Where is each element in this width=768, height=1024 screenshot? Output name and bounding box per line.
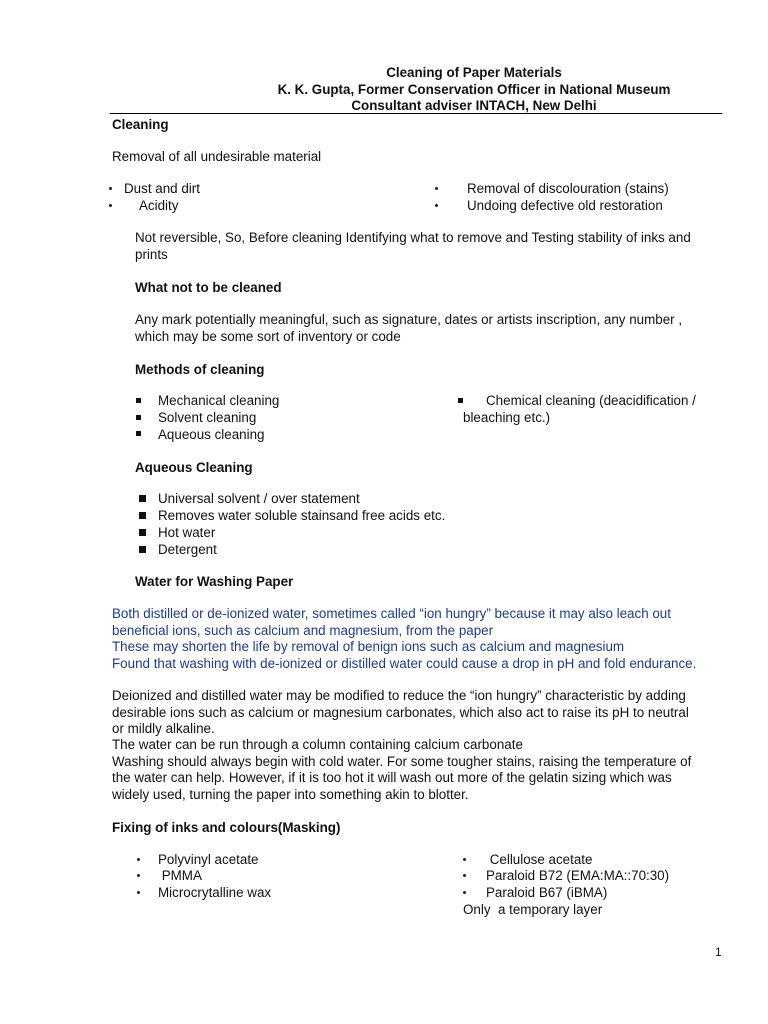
water-text-line: or mildly alkaline.	[112, 721, 215, 736]
not-cleaned-heading: What not to be cleaned	[135, 280, 282, 295]
water-blue-line: Found that washing with de-ionized or distilled water could cause a drop in pH and fold endurance.	[112, 656, 697, 671]
bullet-square	[136, 398, 141, 403]
not-cleaned-text: Any mark potentially meaningful, such as signature, dates or artists inscription, any number ,	[135, 312, 683, 327]
bullet-square	[139, 495, 146, 502]
bullet-square	[139, 546, 146, 553]
water-heading: Water for Washing Paper	[135, 574, 294, 589]
page-number: 1	[715, 945, 722, 959]
list-item: Chemical cleaning (deacidification /	[486, 393, 696, 408]
water-text-line: Washing should always begin with cold water. For some tougher stains, raising the temperature of	[112, 754, 692, 769]
bullet-square	[458, 398, 463, 403]
list-item: bleaching etc.)	[463, 410, 551, 425]
aqueous-heading: Aqueous Cleaning	[135, 460, 253, 475]
list-item: Detergent	[158, 542, 217, 557]
bullet-dot	[109, 187, 112, 190]
bullet-dot	[109, 204, 112, 207]
list-item: Aqueous cleaning	[158, 427, 265, 442]
bullet-dot	[463, 891, 466, 894]
list-item: Removal of discolouration (stains)	[467, 181, 669, 196]
document-title: Cleaning of Paper Materials	[386, 65, 562, 80]
bullet-square	[136, 431, 141, 436]
list-item: Paraloid B67 (iBMA)	[486, 885, 608, 900]
list-item: Polyvinyl acetate	[158, 852, 259, 867]
list-item: Microcrytalline wax	[158, 885, 272, 900]
bullet-square	[139, 512, 146, 519]
water-text-line: The water can be run through a column containing calcium carbonate	[112, 737, 523, 752]
list-item: Universal solvent / over statement	[158, 491, 360, 506]
list-item: Mechanical cleaning	[158, 393, 280, 408]
bullet-dot	[435, 187, 438, 190]
list-item: PMMA	[158, 868, 202, 883]
cleaning-note-line: prints	[135, 247, 168, 262]
list-item: Dust and dirt	[124, 181, 200, 196]
bullet-dot	[463, 858, 466, 861]
water-text-line: desirable ions such as calcium or magnesium carbonates, which also act to raise its pH to neutral	[112, 705, 689, 720]
water-text-line: widely used, turning the paper into something akin to blotter.	[112, 787, 469, 802]
not-cleaned-text: which may be some sort of inventory or code	[135, 329, 401, 344]
list-item: Acidity	[139, 198, 179, 213]
bullet-dot	[137, 858, 140, 861]
list-item: Undoing defective old restoration	[467, 198, 663, 213]
list-item: Paraloid B72 (EMA:MA::70:30)	[486, 868, 670, 883]
bullet-square	[136, 415, 141, 420]
methods-heading: Methods of cleaning	[135, 362, 265, 377]
list-item: Cellulose acetate	[486, 852, 593, 867]
water-text-line: Deionized and distilled water may be modified to reduce the “ion hungry” characteristic by adding	[112, 688, 686, 703]
list-item: Hot water	[158, 525, 216, 540]
water-text-line: the water can help. However, if it is too hot it will wash out more of the gelatin sizing which was	[112, 770, 672, 785]
water-blue-line: beneficial ions, such as calcium and magnesium, from the paper	[112, 623, 494, 638]
bullet-dot	[137, 874, 140, 877]
role-line: Consultant adviser INTACH, New Delhi	[351, 98, 597, 113]
bullet-dot	[435, 204, 438, 207]
bullet-dot	[137, 891, 140, 894]
cleaning-intro: Removal of all undesirable material	[112, 149, 322, 164]
list-item: Removes water soluble stainsand free acids etc.	[158, 508, 446, 523]
cleaning-note-line: Not reversible, So, Before cleaning Identifying what to remove and Testing stability of inks and	[135, 230, 691, 245]
fixing-heading: Fixing of inks and colours(Masking)	[112, 820, 341, 835]
cleaning-heading: Cleaning	[112, 117, 169, 132]
bullet-dot	[463, 874, 466, 877]
header-rule	[110, 113, 722, 114]
water-blue-line: These may shorten the life by removal of benign ions such as calcium and magnesium	[112, 639, 625, 654]
water-blue-line: Both distilled or de-ionized water, sometimes called “ion hungry” because it may also leach out	[112, 606, 671, 621]
list-item: Solvent cleaning	[158, 410, 257, 425]
author-line: K. K. Gupta, Former Conservation Officer in National Museum	[277, 82, 671, 97]
bullet-square	[139, 529, 146, 536]
fixing-note: Only a temporary layer	[463, 902, 603, 917]
